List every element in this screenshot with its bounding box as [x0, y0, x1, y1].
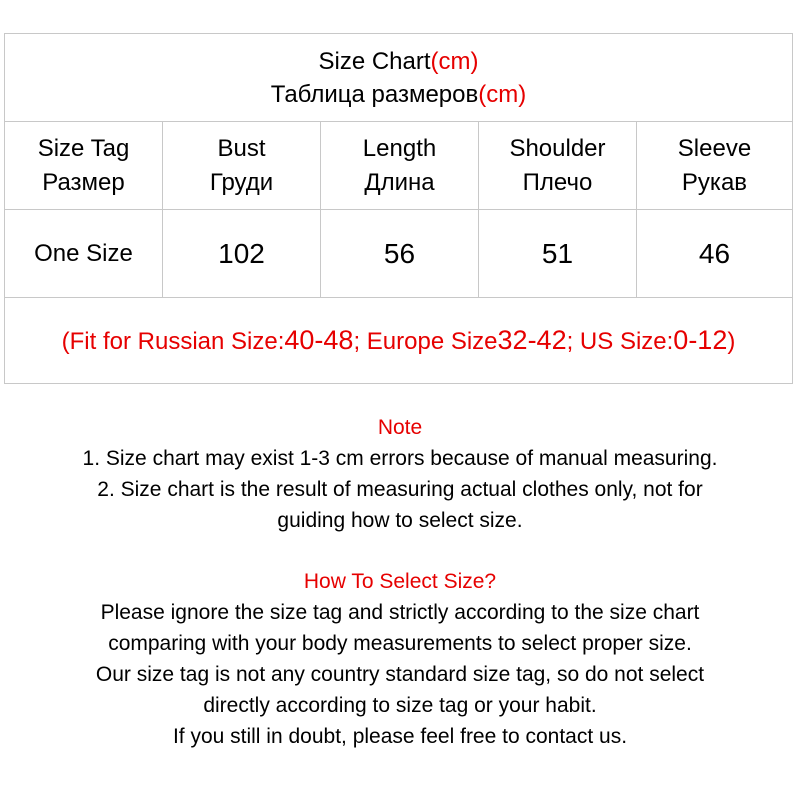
how-to-line: comparing with your body measurements to select proper size. — [108, 632, 692, 655]
note-title: Note — [377, 416, 423, 439]
fit-size-text: (Fit for Russian Size:40-48; Europe Size32-42; US Size:0-12) — [61, 325, 736, 355]
fit-size-row — [5, 298, 792, 383]
how-to-select-section — [0, 566, 800, 752]
how-to-line: Our size tag is not any country standard size tag, so do not select — [95, 663, 705, 686]
note-line: guiding how to select size. — [277, 509, 523, 532]
how-to-line: Please ignore the size tag and strictly according to the size chart — [100, 601, 700, 624]
header-shoulder: Shoulder Плечо — [479, 122, 637, 209]
note-section — [0, 412, 800, 536]
size-chart-title — [5, 34, 792, 122]
note-line: 1. Size chart may exist 1-3 cm errors because of manual measuring. — [82, 447, 718, 470]
how-to-title: How To Select Size? — [303, 570, 497, 593]
header-sleeve: Sleeve Рукав — [677, 134, 752, 196]
size-chart-table — [4, 33, 793, 384]
value-size-tag: One Size — [5, 210, 163, 297]
value-shoulder: 51 — [479, 210, 637, 297]
how-to-line: If you still in doubt, please feel free to contact us. — [172, 725, 628, 748]
table-row — [5, 210, 792, 298]
value-bust: 102 — [163, 210, 321, 297]
title-russian: Таблица размеров(cm) — [270, 80, 527, 108]
how-to-line: directly according to size tag or your habit. — [203, 694, 597, 717]
header-row — [5, 122, 792, 210]
value-length: 56 — [321, 210, 479, 297]
note-line: 2. Size chart is the result of measuring actual clothes only, not for — [97, 478, 703, 501]
header-bust: Bust Груди — [163, 122, 321, 209]
value-sleeve: 46 — [698, 237, 731, 269]
header-size-tag: Size Tag Размер — [5, 122, 163, 209]
title-english: Size Chart(cm) — [318, 47, 479, 75]
header-length: Length Длина — [321, 122, 479, 209]
